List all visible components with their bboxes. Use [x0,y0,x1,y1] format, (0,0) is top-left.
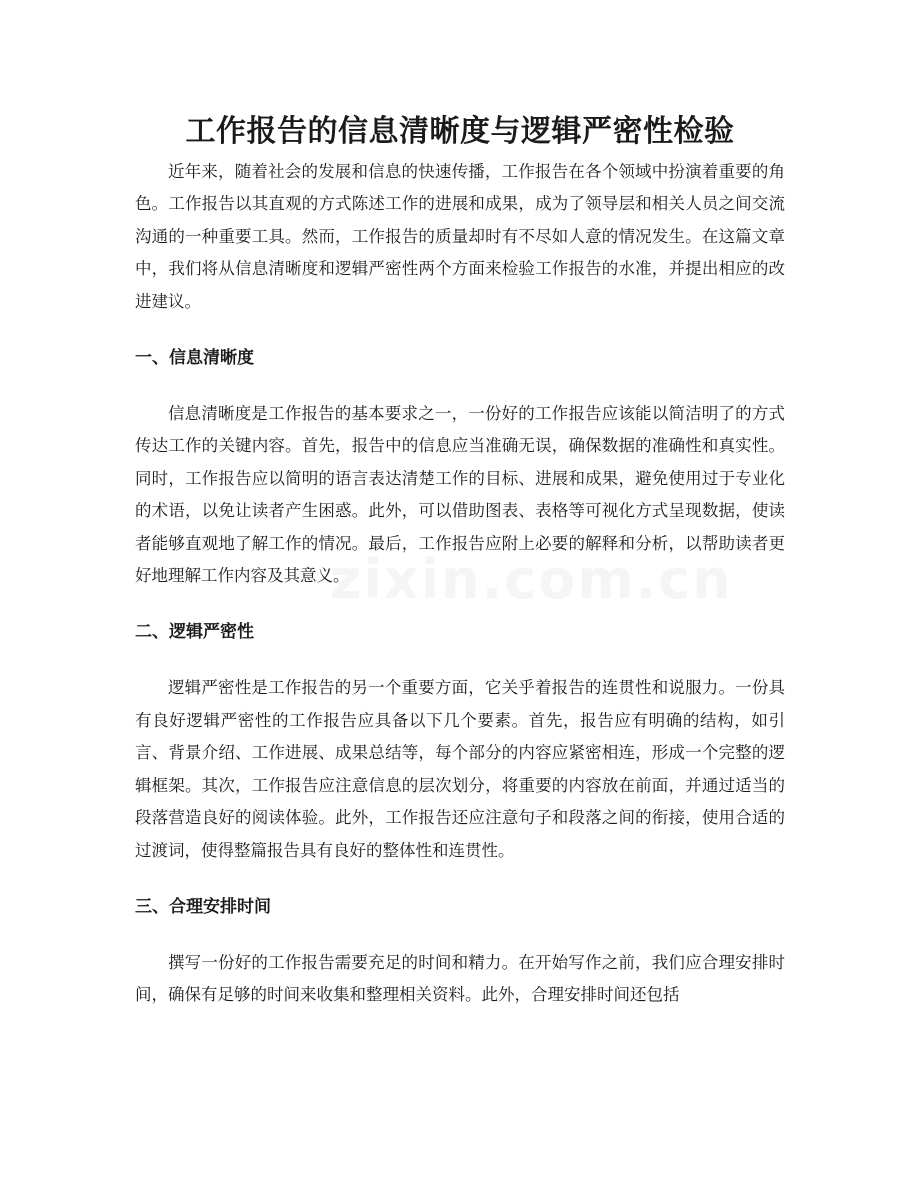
section-paragraph-time: 撰写一份好的工作报告需要充足的时间和精力。在开始写作之前，我们应合理安排时间，确保有足够的时间来收集和整理相关资料。此外，合理安排时间还包括 [135,952,785,1005]
section-heading-time: 三、合理安排时间 [135,896,271,917]
section-heading-logic: 二、逻辑严密性 [135,622,254,643]
watermark: zixin.com.cn [330,548,733,611]
document-body [135,150,785,1012]
intro-paragraph: 近年来，随着社会的发展和信息的快速传播，工作报告在各个领域中扮演着重要的角色。工作报告以其直观的方式陈述工作的进展和成果，成为了领导层和相关人员之间交流沟通的一种重要工具。然而，工作报告的质量却时有不尽如人意的情况发生。在这篇文章中，我们将从信息清晰度和逻辑严密性两个方面来检验工作报告的水准，并提出相应的改进建议。 [135,162,785,311]
section-heading-clarity: 一、信息清晰度 [135,348,254,369]
section-paragraph-clarity: 信息清晰度是工作报告的基本要求之一，一份好的工作报告应该能以简洁明了的方式传达工作的关键内容。首先，报告中的信息应当准确无误，确保数据的准确性和真实性。同时，工作报告应以简明的语言表达清楚工作的目标、进展和成果，避免使用过于专业化的术语，以免让读者产生困惑。此外，可以借助图表、表格等可视化方式呈现数据，使读者能够直观地了解工作的情况。最后，工作报告应附上必要的解释和分析，以帮助读者更好地理解工作内容及其意义。 [135,404,785,586]
document-title: 工作报告的信息清晰度与逻辑严密性检验 [185,114,735,149]
section-paragraph-logic: 逻辑严密性是工作报告的另一个重要方面，它关乎着报告的连贯性和说服力。一份具有良好逻辑严密性的工作报告应具备以下几个要素。首先，报告应有明确的结构，如引言、背景介绍、工作进展、成果总结等，每个部分的内容应紧密相连，形成一个完整的逻辑框架。其次，工作报告应注意信息的层次划分，将重要的内容放在前面，并通过适当的段落营造良好的阅读体验。此外，工作报告还应注意句子和段落之间的衔接，使用合适的过渡词，使得整篇报告具有良好的整体性和连贯性。 [135,678,785,860]
